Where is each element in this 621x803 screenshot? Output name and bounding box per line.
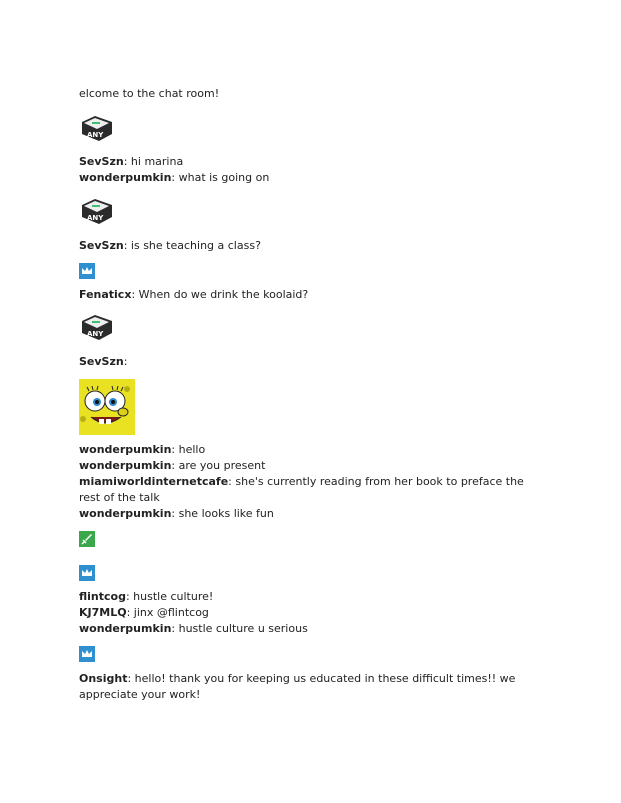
svg-text:ANY: ANY [87, 131, 104, 139]
chat-message: SevSzn: [79, 355, 128, 368]
crown-icon [79, 263, 95, 279]
chat-message: wonderpumkin: hello [79, 443, 206, 456]
svg-text:ANY: ANY [87, 214, 104, 222]
chat-message: KJ7MLQ: jinx @flintcog [79, 606, 209, 619]
chat-message: wonderpumkin: are you present [79, 459, 266, 472]
welcome-message: elcome to the chat room! [79, 87, 220, 100]
chat-message: wonderpumkin: hustle culture u serious [79, 622, 308, 635]
any-key-icon [79, 313, 115, 343]
chat-message: wonderpumkin: what is going on [79, 171, 270, 184]
crown-icon [79, 565, 95, 581]
chat-message: SevSzn: is she teaching a class? [79, 239, 261, 252]
chat-message: miamiworldinternetcafe: she's currently reading from her book to preface the rest of the talk [79, 475, 524, 504]
chat-message: SevSzn: hi marina [79, 155, 184, 168]
chat-message: Onsight: hello! thank you for keeping us educated in these difficult times!! we appreciate your work! [79, 672, 516, 701]
sword-icon [79, 531, 95, 547]
chat-message: Fenaticx: When do we drink the koolaid? [79, 288, 309, 301]
any-key-icon [79, 114, 115, 144]
svg-text:ANY: ANY [87, 330, 104, 338]
spongebob-emote-icon [79, 379, 135, 435]
crown-icon [79, 646, 95, 662]
chat-message: wonderpumkin: she looks like fun [79, 507, 274, 520]
any-key-icon [79, 197, 115, 227]
chat-message: flintcog: hustle culture! [79, 590, 214, 603]
